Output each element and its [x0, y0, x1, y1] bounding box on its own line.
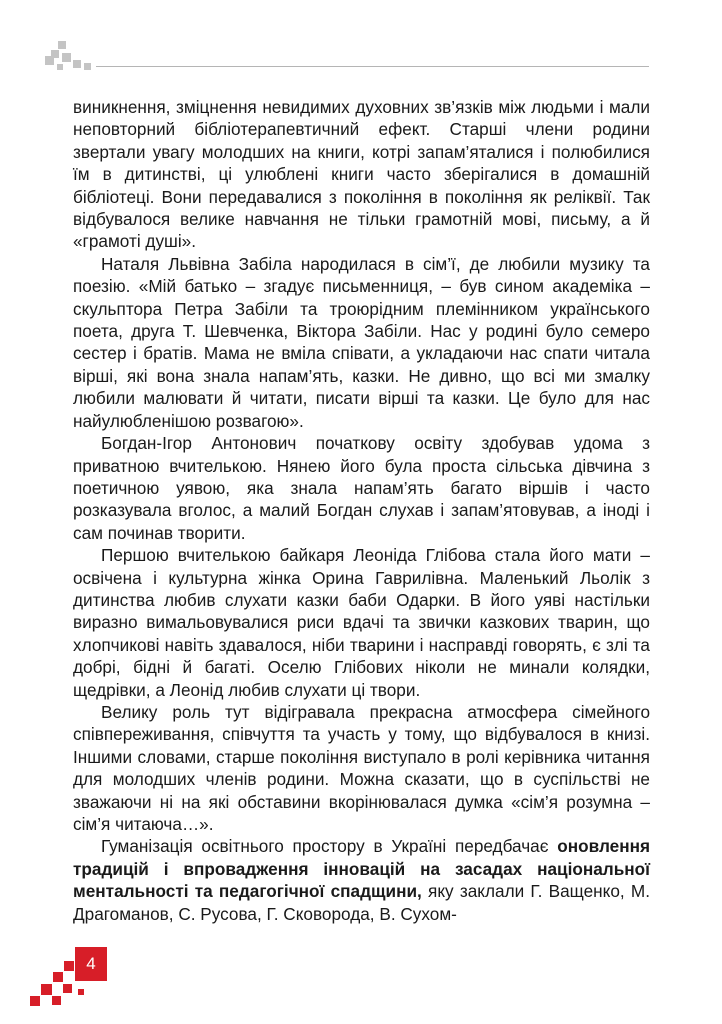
ornament-square: [53, 972, 63, 982]
ornament-square: [41, 984, 52, 995]
header-rule: [96, 66, 649, 67]
paragraph: Першою вчителькою байкаря Леоніда Глібова стала його мати – освічена і культурна жінка Орина Гаврилівна. Маленький Льолік з дитинства любив слухати казки баби Одарки. В його уяві настільки виразно вимальовувалися риси вдачі та звички казкових тварин, що хлопчикові навіть здавалося, ніби тварини і насправді говорять, є злі та добрі, бідні й багаті. Оселю Глібових ніколи не минали колядки, щедрівки, а Леонід любив слухати ці твори.: [73, 545, 650, 700]
ornament-square: [52, 996, 61, 1005]
ornament-square: [62, 53, 71, 62]
ornament-square: [64, 961, 74, 971]
page-number: 4: [75, 947, 107, 981]
ornament-square: [63, 984, 72, 993]
ornament-square: [73, 60, 81, 68]
page-body: [73, 96, 650, 925]
paragraph-emphasis: оновлення традицій і впровадження інновацій на засадах національної ментальності та педагогічної спадщини,: [73, 836, 650, 902]
paragraph: Богдан-Ігор Антонович початкову освіту здобував удома з приватною вчителькою. Нянею його була проста сільська дівчина з поетичною уявою, яка знала напам’ять багато віршів і часто розказувала вголос, а малий Богдан слухав і запам’ятовував, а іноді і сам починав творити.: [73, 433, 650, 543]
paragraph: виникнення, зміцнення невидимих духовних зв’язків між людьми і мали неповторний бібліотерапевтичний ефект. Старші члени родини звертали увагу молодших на книги, котрі запам’яталися і полюбилися їм в дитинстві, ці улюблені книги часто зберігалися в домашній бібліотеці. Вони передавалися з покоління в покоління як реліквії. Так відбувалося велике навчання не тільки грамотній мові, письму, а й «грамоті душі».: [73, 97, 650, 252]
ornament-square: [58, 41, 66, 49]
ornament-square: [78, 989, 84, 995]
ornament-square: [30, 996, 40, 1006]
paragraph-text: яку заклали Г. Ващенко, М. Драгоманов, С. Русова, Г. Сковорода, В. Сухом-: [73, 881, 650, 924]
ornament-square: [57, 64, 63, 70]
ornament-square: [84, 63, 91, 70]
paragraph: [73, 835, 650, 925]
paragraph: Велику роль тут відігравала прекрасна атмосфера сімейного співпереживання, співчуття та участь у тому, що відбувалося в книзі. Іншими словами, старше покоління виступало в ролі керівника читання для молодших членів родини. Можна сказати, що в суспільстві не зважаючи ні на які обставини вкорінювалася думка «сім’я розумна – сім’я читаюча…».: [73, 701, 650, 834]
paragraph: Наталя Львівна Забіла народилася в сім’ї, де любили музику та поезію. «Мій батько – згадує письменниця, – був сином академіка – скульптора Петра Забіли та троюрідним племінником українського поета, друга Т. Шевченка, Віктора Забіли. Нас у родині було семеро сестер і братів. Мама не вміла співати, а укладаючи нас спати читала вірші, які вона знала напам’ять, казки. Не дивно, що всі ми змалку любили малювати й читати, писати вірші та казки. Це було для нас найулюбленішою розвагою».: [73, 253, 650, 431]
paragraph-text: Гуманізація освітнього простору в Україні передбачає: [101, 836, 558, 857]
ornament-square: [45, 56, 54, 65]
